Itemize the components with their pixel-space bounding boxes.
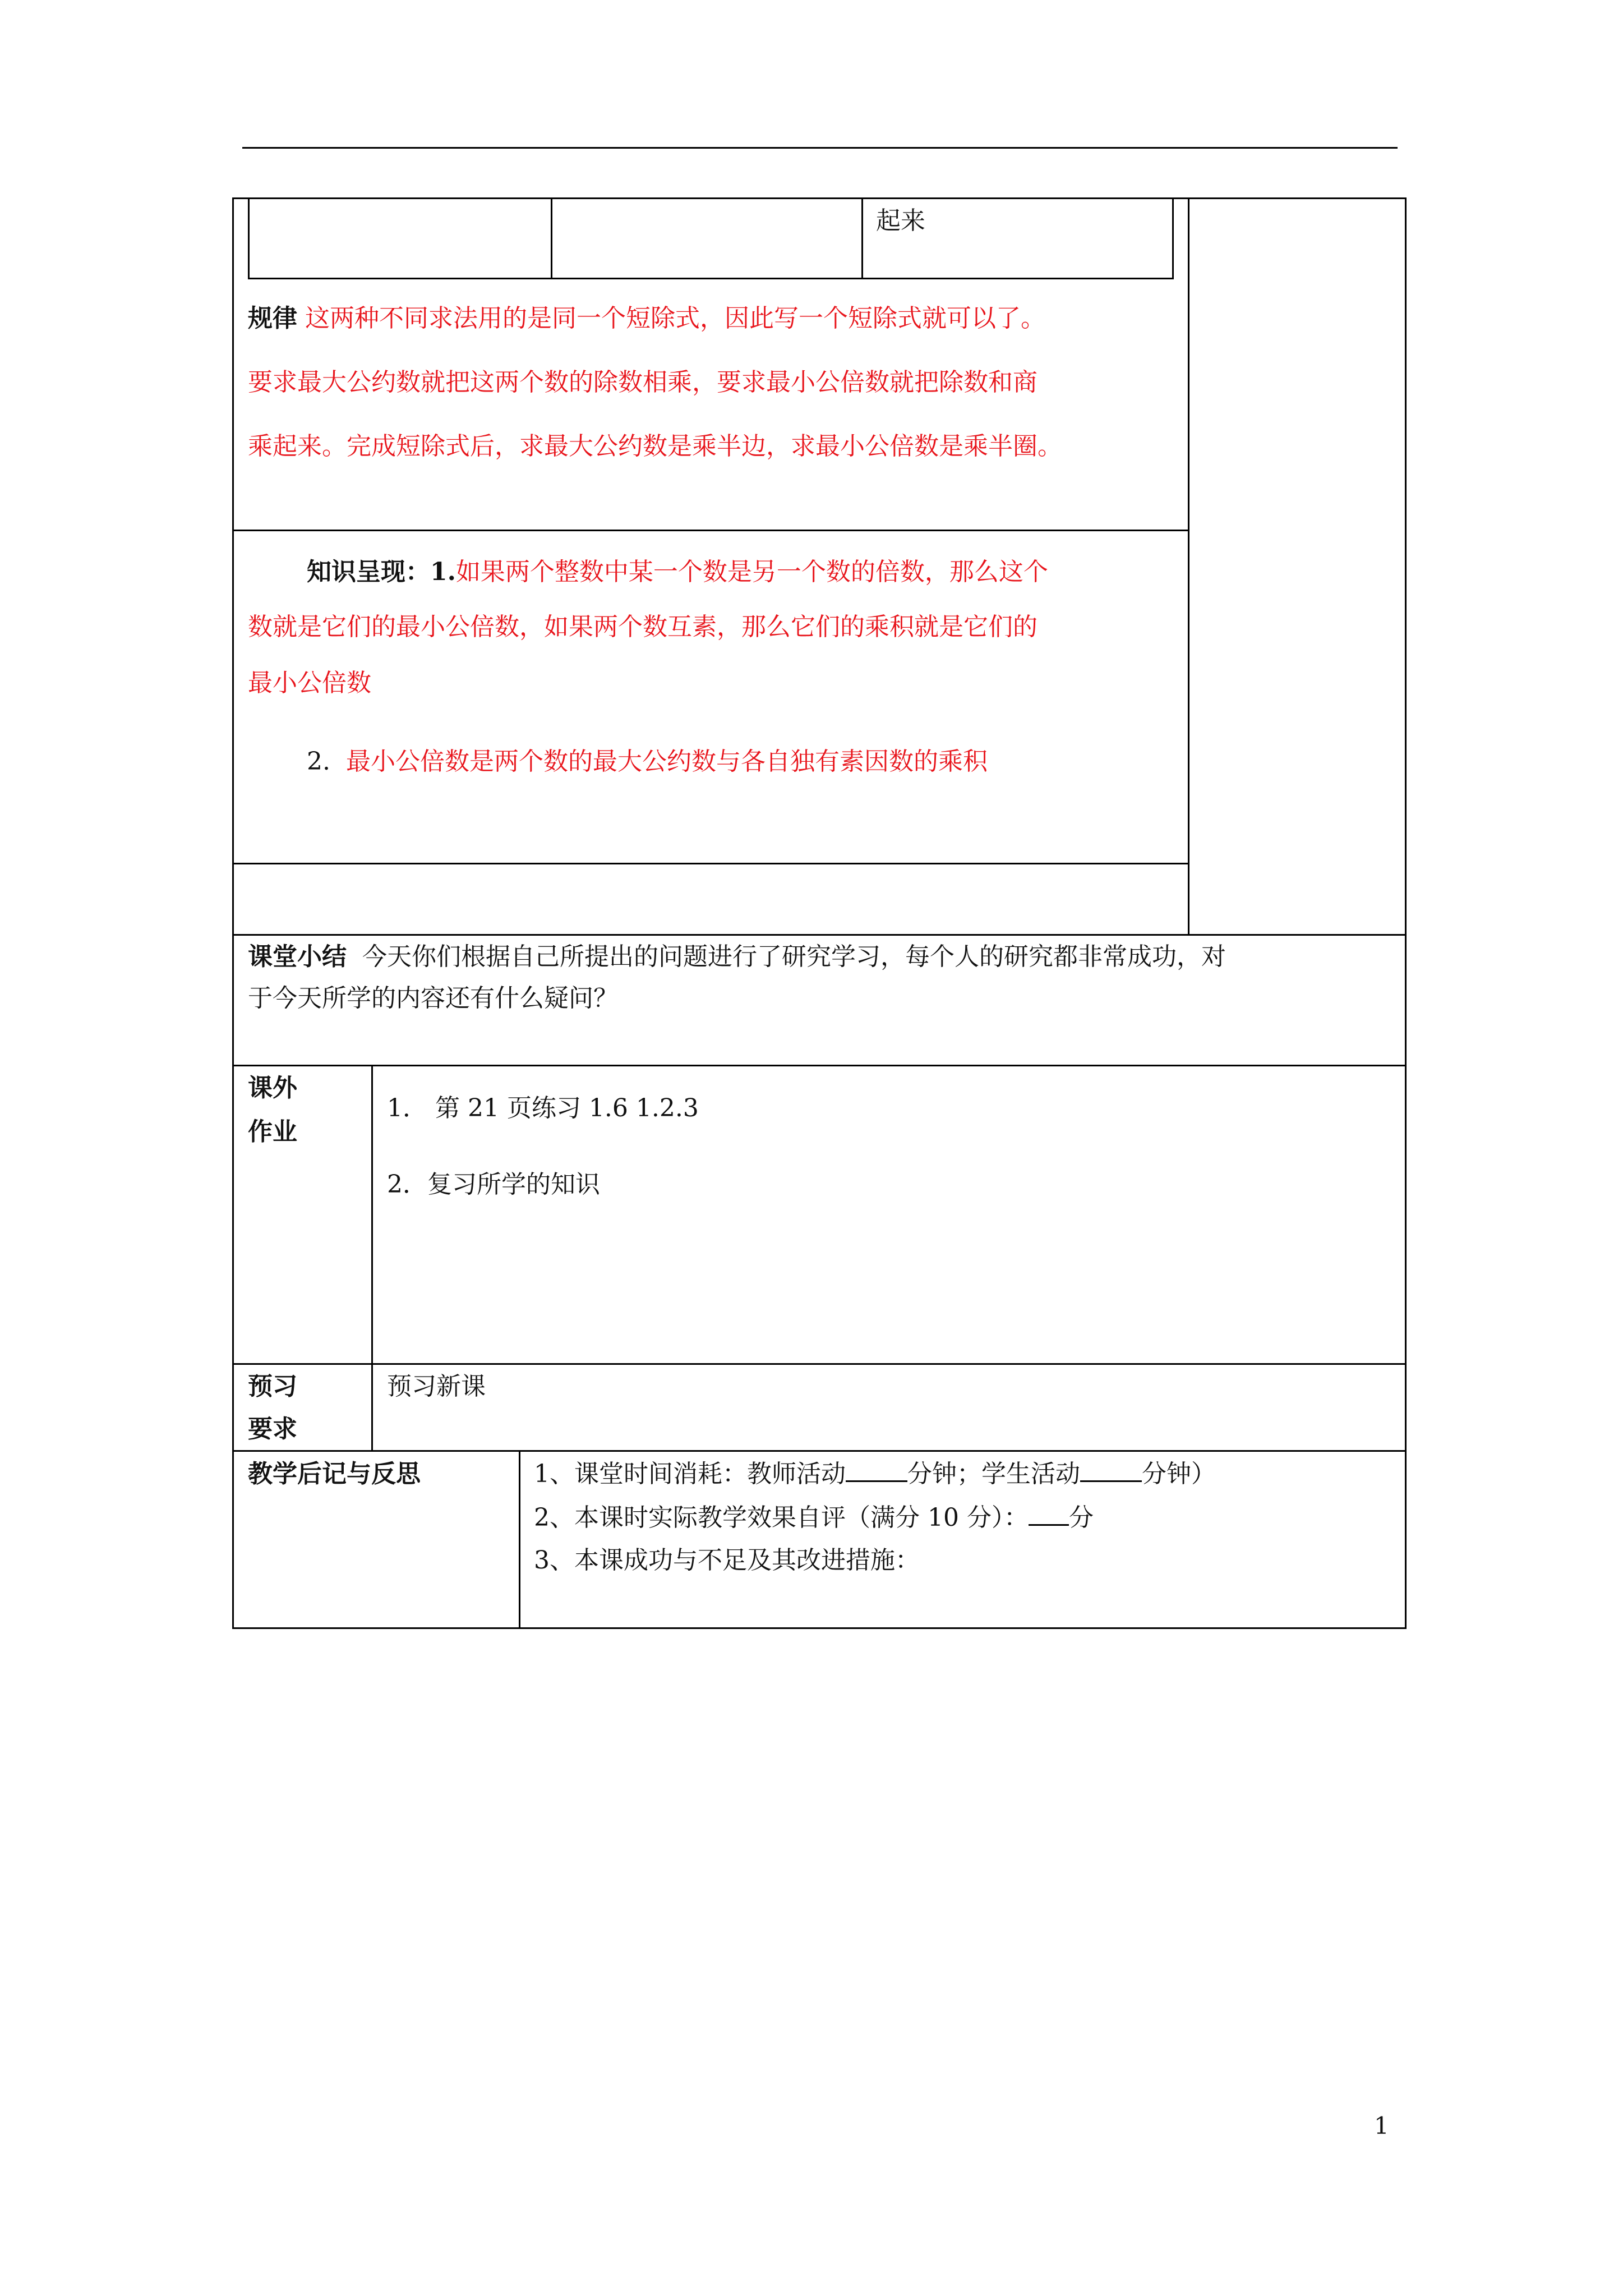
table-top-border [232,197,1407,199]
inner-table-div2 [861,197,863,279]
knowledge-num-1: 1. [430,558,456,586]
knowledge-line-1 [307,555,1048,589]
homework-item-1: 1． 第 21 页练习 1.6 1.2.3 [387,1094,699,1122]
rule-text-1: 这两种不同求法用的是同一个短除式，因此写一个短除式就可以了。 [305,304,1045,333]
reflection-divider [519,1450,520,1628]
summary-line-2: 于今天所学的内容还有什么疑问？ [248,984,618,1013]
upper-region-divider [1188,197,1189,936]
reflection-item-1 [534,1457,1216,1491]
knowledge-text-1: 如果两个整数中某一个数是另一个数的倍数，那么这个 [455,558,1048,586]
summary-text-1: 今天你们根据自己所提出的问题进行了研究学习，每个人的研究都非常成功，对 [362,942,1226,971]
inner-table-bottom [248,278,1174,279]
reflection-item-1-b: 分钟；学生活动 [907,1460,1080,1488]
knowledge-label: 知识呈现： [307,558,430,586]
header-rule [242,147,1398,149]
homework-divider [371,1065,373,1452]
knowledge-bottom-border [232,863,1189,864]
knowledge-text-4: 最小公倍数是两个数的最大公约数与各自独有素因数的乘积 [345,747,988,776]
rule-line-3: 乘起来。完成短除式后，求最大公约数是乘半边，求最小公倍数是乘半圈。 [248,432,1062,461]
homework-item-2: 2．复习所学的知识 [387,1170,600,1199]
preview-label-1: 预习 [248,1372,297,1401]
reflection-item-1-c: 分钟） [1142,1460,1216,1488]
rule-line-1 [248,302,1045,335]
homework-bottom-border [232,1363,1407,1365]
reflection-item-3: 3、本课成功与不足及其改进措施： [534,1546,920,1575]
page-number: 1 [1374,2112,1389,2139]
rule-label: 规律 [248,304,297,333]
reflection-item-2-b: 分 [1068,1503,1094,1532]
score-blank[interactable] [1029,1502,1069,1526]
preview-label-2: 要求 [248,1415,297,1443]
reflection-label: 教学后记与反思 [248,1460,421,1488]
inner-table-div1 [551,197,552,279]
upper-region-bottom-border [232,934,1407,936]
inner-table-right [1172,197,1174,279]
inner-table-left [248,197,250,279]
rule-line-2: 要求最大公约数就把这两个数的除数相乘，要求最小公倍数就把除数和商 [248,368,1038,397]
teacher-minutes-blank[interactable] [846,1458,907,1482]
reflection-item-2 [534,1501,1094,1535]
inner-cell-text: 起来 [876,206,925,235]
table-left-border [232,197,234,1629]
knowledge-line-4 [307,745,988,779]
table-bottom-border [232,1627,1407,1629]
homework-label-2: 作业 [248,1117,297,1146]
summary-line-1 [248,940,1226,974]
rule-bottom-border [232,530,1189,531]
knowledge-line-3: 最小公倍数 [248,669,371,697]
reflection-item-2-a: 2、本课时实际教学效果自评（满分 10 分）： [534,1503,1029,1532]
homework-label-1: 课外 [248,1074,297,1102]
summary-bottom-border [232,1065,1407,1066]
knowledge-num-2: 2. [307,747,330,776]
preview-bottom-border [232,1450,1407,1452]
summary-label: 课堂小结 [248,942,347,971]
preview-content: 预习新课 [387,1372,486,1401]
reflection-item-1-a: 1、课堂时间消耗：教师活动 [534,1460,846,1488]
knowledge-line-2: 数就是它们的最小公倍数，如果两个数互素，那么它们的乘积就是它们的 [248,613,1038,641]
student-minutes-blank[interactable] [1080,1458,1142,1482]
table-right-border [1405,197,1407,1629]
